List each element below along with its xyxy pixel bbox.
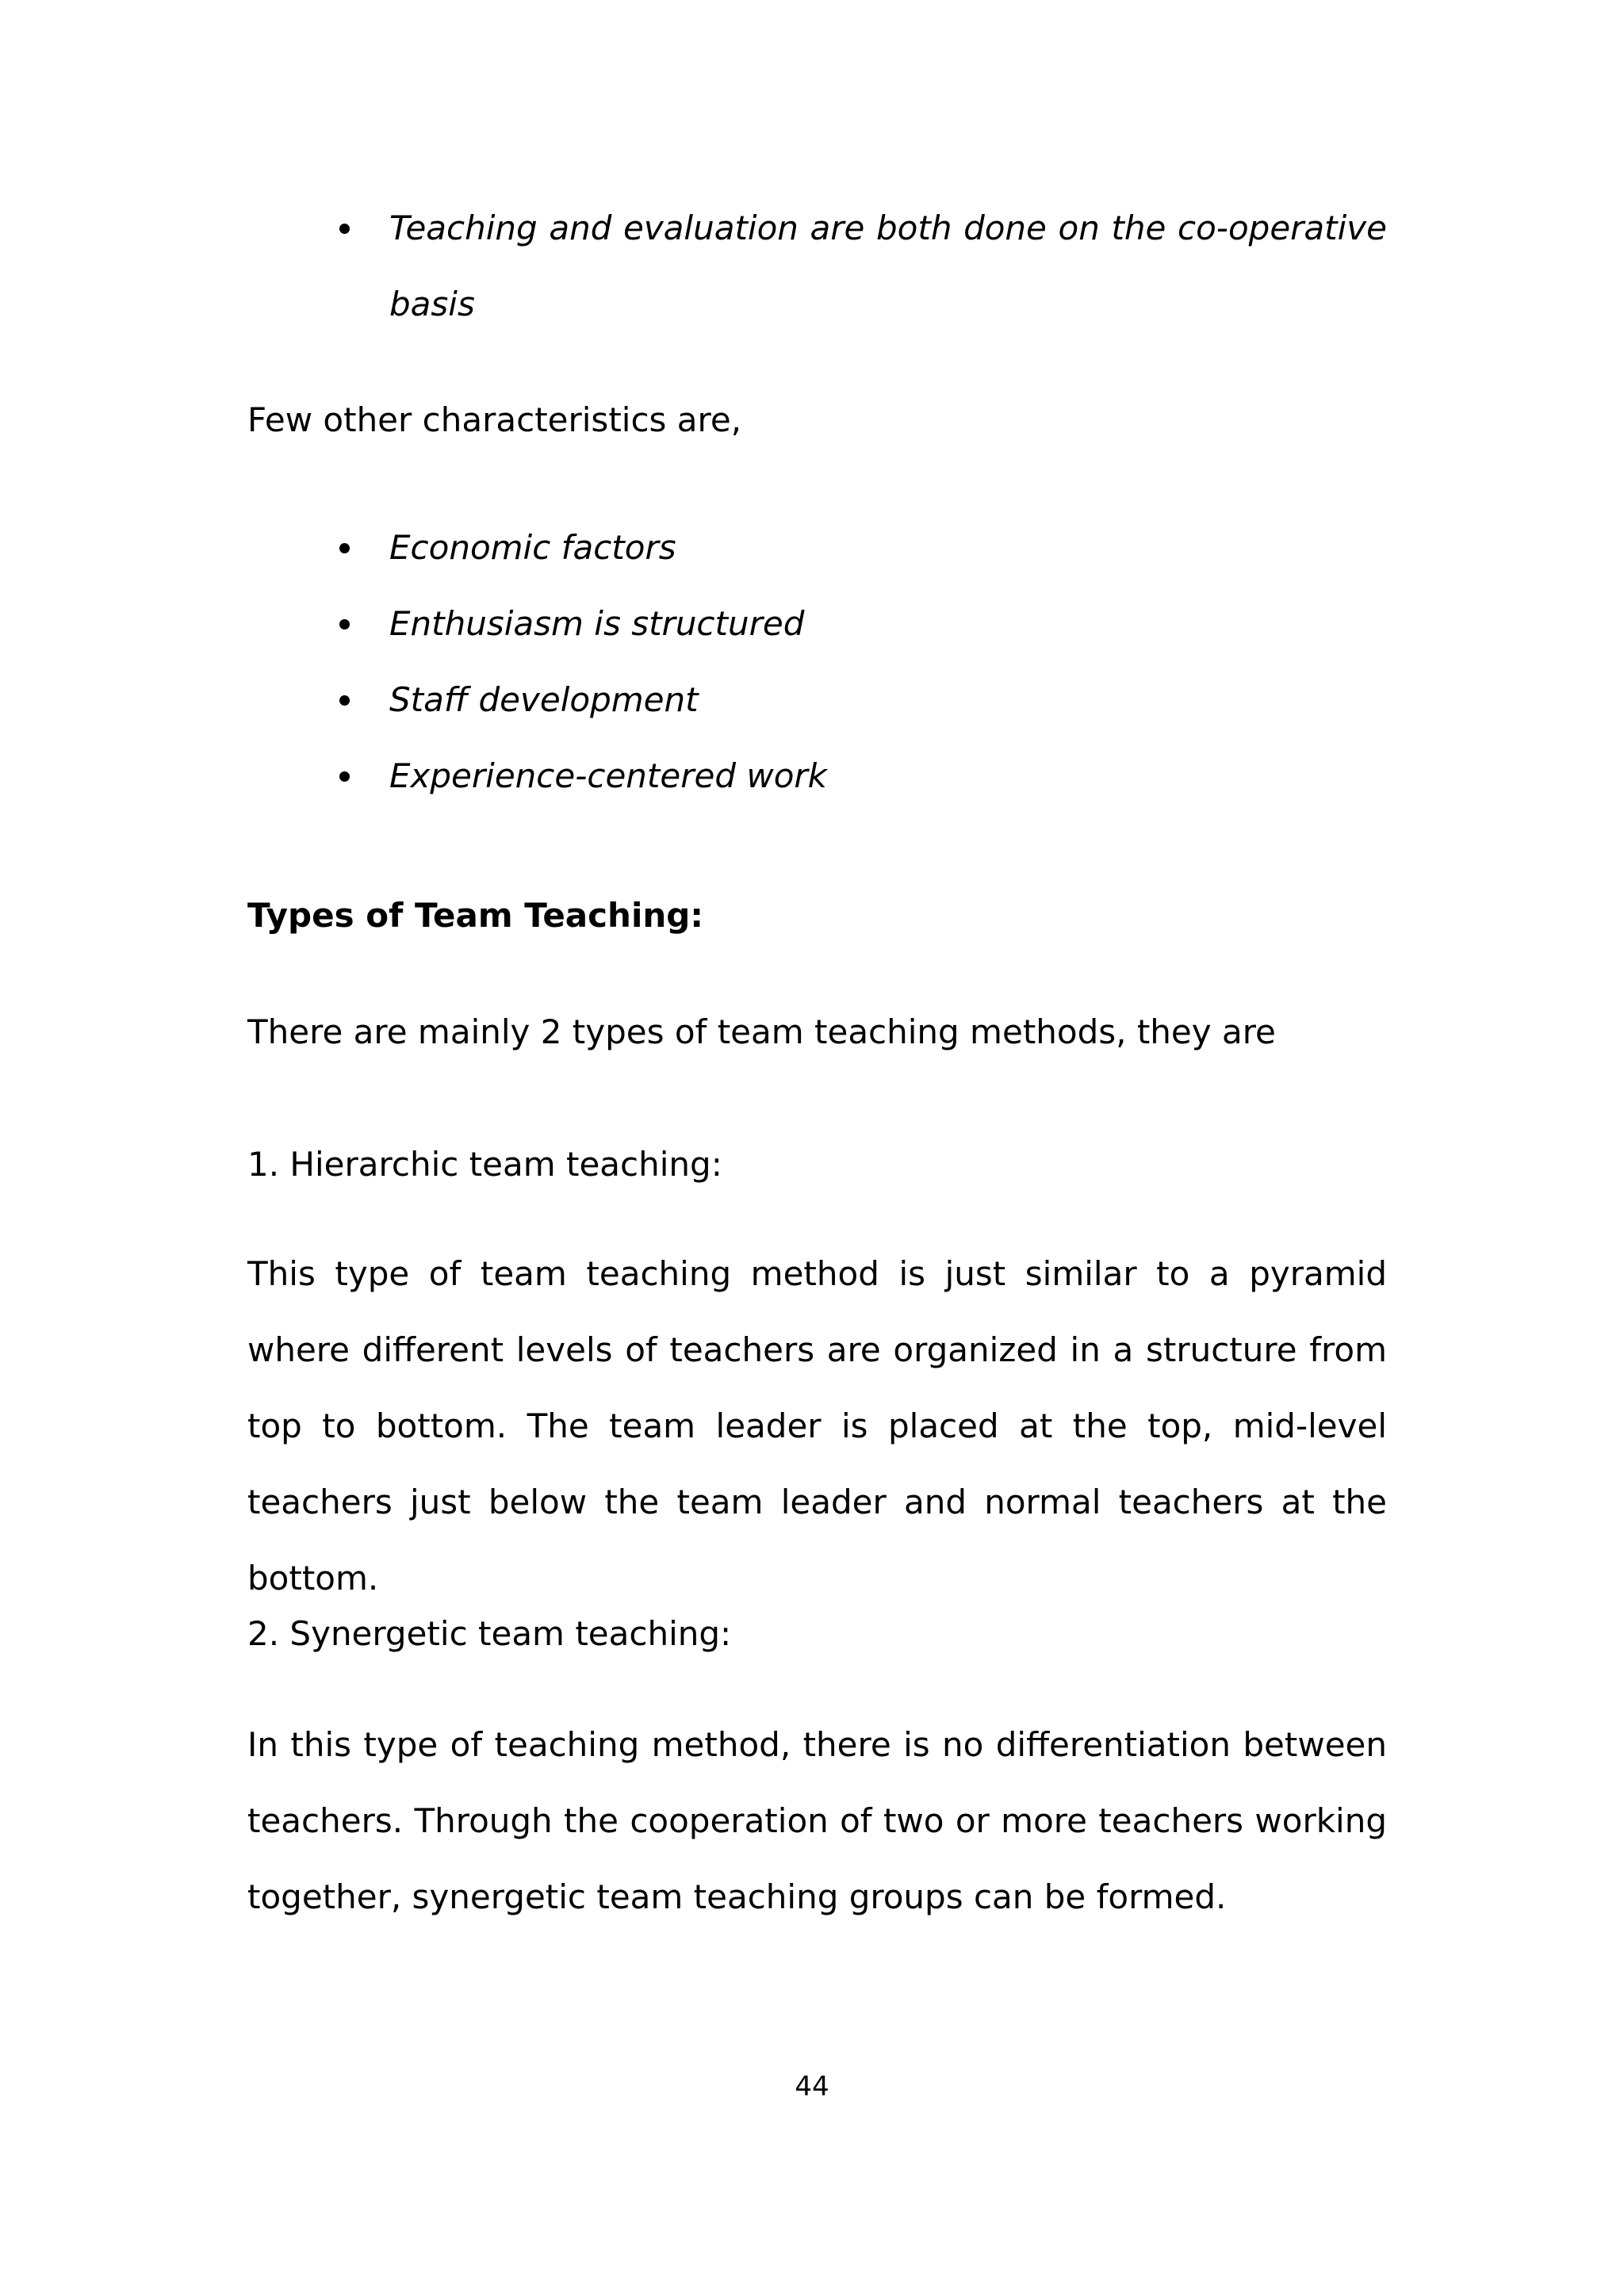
bullet-text: Staff development [389,680,699,719]
bullet-text: Teaching and evaluation are both done on the co-operative basis [389,209,1387,323]
list-item [0,738,1624,814]
type2-body: In this type of teaching method, there is no differentiation between teachers. Through the cooperation of two or more teachers working together, synergetic team teaching groups can be formed. [247,1725,1387,1916]
page-number: 44 [795,2071,829,2103]
type2-title: 2. Synergetic team teaching: [247,1614,732,1653]
bullet-icon [339,771,350,782]
bullet-text: Enthusiasm is structured [389,604,805,643]
bullet-icon [339,543,350,553]
list-item [0,662,1624,738]
type1-body: This type of team teaching method is just similar to a pyramid where different levels of teachers are organized in a structure from top to bottom. The team leader is placed at the top, mid-level teachers just below the team leader and normal teachers at the bottom. [247,1254,1387,1598]
bullet-icon [339,695,350,706]
list-item [0,510,1624,586]
type1-title: 1. Hierarchic team teaching: [247,1145,722,1184]
types-intro: There are mainly 2 types of team teaching methods, they are [247,1012,1276,1051]
bullet-text: Economic factors [389,528,676,567]
bullet-text: Experience-centered work [389,756,827,795]
section-heading: Types of Team Teaching: [247,896,704,935]
list-item [0,586,1624,662]
bullet-icon [339,619,350,629]
intro-line: Few other characteristics are, [247,400,742,439]
bullet-icon [339,224,350,234]
